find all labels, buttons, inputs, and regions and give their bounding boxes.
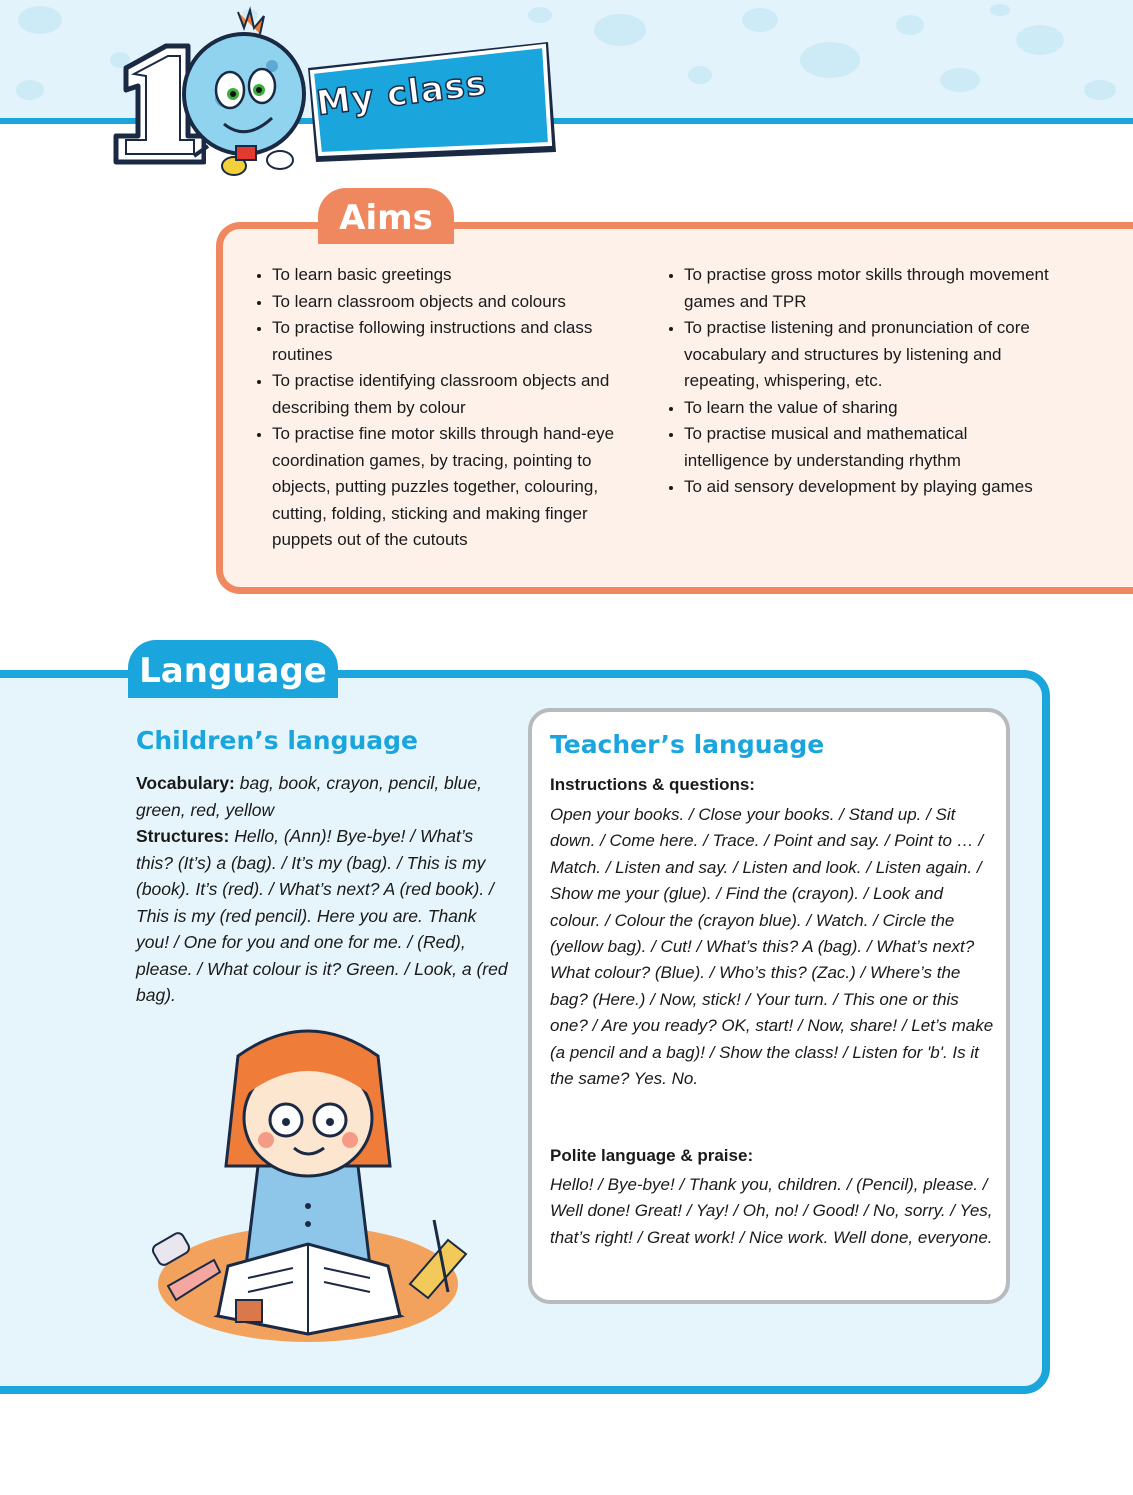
aims-item: • To learn the value of sharing xyxy=(684,395,1056,422)
vocabulary-text: bag, book, crayon, pencil, blue, green, red, yellow xyxy=(136,773,482,820)
childrens-language-heading: Children’s language xyxy=(136,726,418,755)
vocabulary-label: Vocabulary: xyxy=(136,773,235,793)
aims-item: • To practise fine motor skills through hand-eye coordination games, by tracing, pointing to objects, putting puzzles together, colouring, cutting, folding, sticking and making finger puppets out of the cutouts xyxy=(272,421,644,554)
language-heading: Language xyxy=(128,640,338,698)
mascot-character xyxy=(180,6,310,184)
structures-label: Structures: xyxy=(136,826,230,846)
aims-list-left xyxy=(250,262,644,554)
aims-item: • To practise following instructions and class routines xyxy=(272,315,644,368)
aims-item: • To learn classroom objects and colours xyxy=(272,289,644,316)
polite-language-text: Hello! / Bye-bye! / Thank you, children. / (Pencil), please. / Well done! Great! / Yay! / Oh, no! / Good! / No, sorry. / Yes, that’s right! / Great work! / Nice work. Well done, everyone. xyxy=(550,1175,993,1247)
aims-item: • To practise musical and mathematical intelligence by understanding rhythm xyxy=(684,421,1056,474)
teachers-language-heading: Teacher’s language xyxy=(550,730,825,759)
aims-list-right xyxy=(662,262,1056,501)
instructions-label: Instructions & questions: xyxy=(550,775,755,794)
aims-item: • To aid sensory development by playing games xyxy=(684,474,1056,501)
girl-reading-illustration xyxy=(148,1016,478,1346)
childrens-language-text xyxy=(136,770,512,1009)
structures-text: Hello, (Ann)! Bye-bye! / What’s this? (It’s) a (bag). / It’s my (bag). / This is my (book). It’s (red). / What’s next? A (red book). / This is my (red pencil). Here you are. Thank you! / One for you and one for me. / (Red), please. / What colour is it? Green. / Look, a (red bag). xyxy=(136,826,508,1005)
instructions-text: Open your books. / Close your books. / Stand up. / Sit down. / Come here. / Trace. / Point and say. / Point to … / Match. / Listen and say. / Listen and look. / Listen again. / Show me your (glue). / Find the (crayon). / Look and colour. / Colour the (crayon blue). / Watch. / Circle the (yellow bag). / Cut! / What’s this? A (bag). / What’s next? What colour? (Blue). / Who’s this? (Zac.) / Where’s the bag? (Here.) / Now, stick! / Your turn. / This one or this one? / Are you ready? OK, start! / Now, share! / Let’s make (a pencil and a bag)! / Show the class! / Listen for 'b'. Is it the same? Yes. No. xyxy=(550,805,994,1089)
aims-heading: Aims xyxy=(318,188,454,244)
polite-language-label: Polite language & praise: xyxy=(550,1146,754,1165)
unit-title: My class xyxy=(314,63,490,124)
aims-item: • To practise gross motor skills through movement games and TPR xyxy=(684,262,1056,315)
aims-item: • To practise listening and pronunciation of core vocabulary and structures by listening and repeating, whispering, etc. xyxy=(684,315,1056,395)
aims-item: • To practise identifying classroom objects and describing them by colour xyxy=(272,368,644,421)
aims-item: • To learn basic greetings xyxy=(272,262,644,289)
